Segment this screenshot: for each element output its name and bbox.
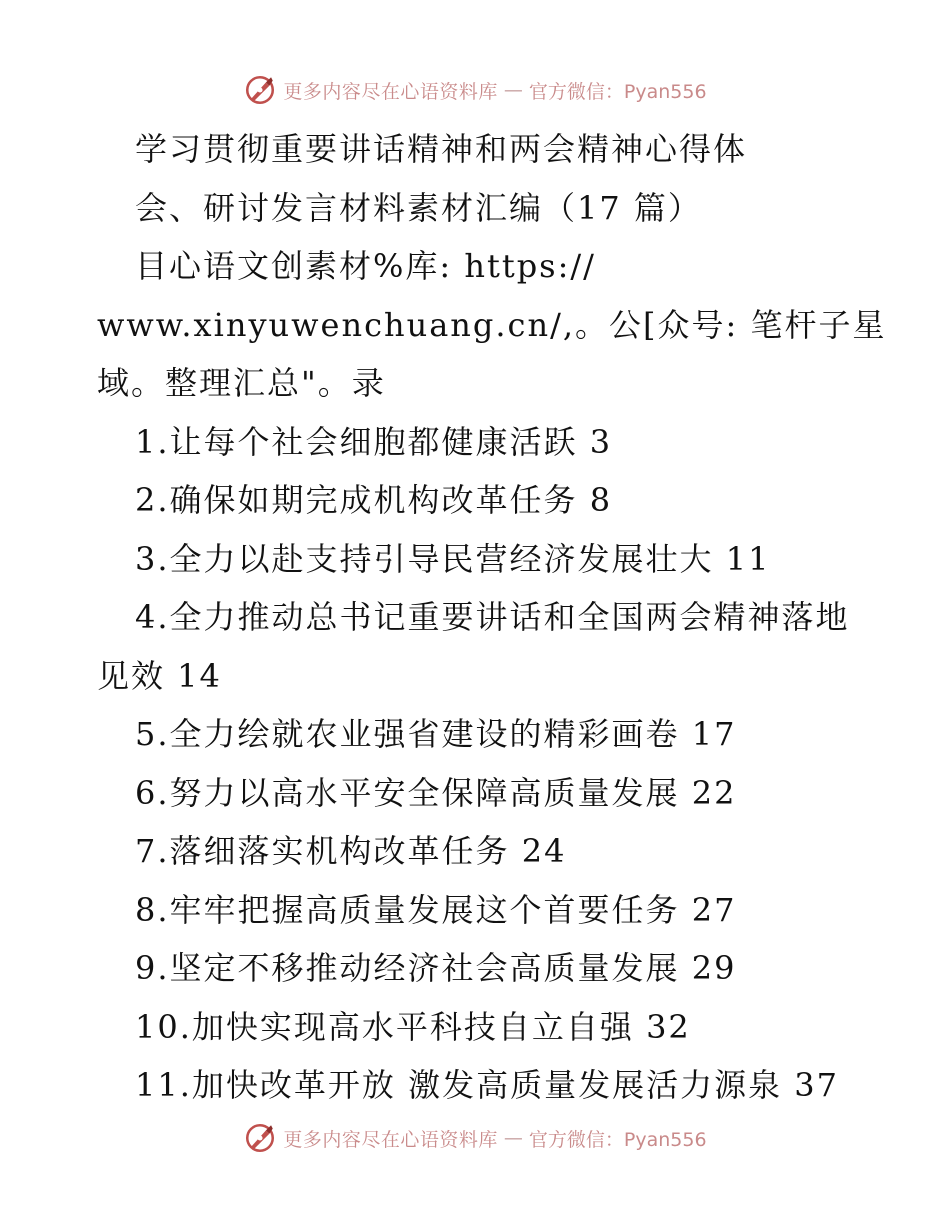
toc-item-11[interactable]: 11.加快改革开放 激发高质量发展活力源泉 37 bbox=[135, 1066, 839, 1104]
source-line-3: 域。整理汇总"。录 bbox=[97, 364, 386, 402]
pen-nib-logo-icon bbox=[243, 1121, 277, 1155]
document-title-line-1: 学习贯彻重要讲话精神和两会精神心得体 bbox=[135, 130, 748, 168]
watermark-contact: 官方微信：Pyan556 bbox=[528, 80, 707, 103]
toc-item-3[interactable]: 3.全力以赴支持引导民营经济发展壮大 11 bbox=[135, 539, 771, 578]
toc-item-7[interactable]: 7.落细落实机构改革任务 24 bbox=[135, 832, 567, 870]
document-title-line-2: 会、研讨发言材料素材汇编（17 篇） bbox=[135, 188, 702, 227]
toc-item-4-continuation[interactable]: 见效 14 bbox=[97, 656, 222, 695]
source-line-1: 目心语文创素材%库: https:// bbox=[135, 247, 596, 285]
watermark-text: 更多内容尽在心语资料库 bbox=[283, 80, 498, 103]
toc-item-5[interactable]: 5.全力绘就农业强省建设的精彩画卷 17 bbox=[135, 715, 737, 753]
document-body bbox=[97, 120, 887, 1115]
toc-item-8[interactable]: 8.牢牢把握高质量发展这个首要任务 27 bbox=[135, 890, 737, 929]
watermark-contact: 官方微信：Pyan556 bbox=[528, 1128, 707, 1151]
source-line-2: www.xinyuwenchuang.cn/,。公[众号: 笔杆子星 bbox=[97, 305, 887, 344]
watermark-text: 更多内容尽在心语资料库 bbox=[283, 1128, 498, 1151]
watermark-separator: — bbox=[503, 1127, 523, 1149]
pen-nib-logo-icon bbox=[243, 73, 277, 107]
footer-watermark bbox=[0, 1118, 950, 1158]
header-watermark bbox=[0, 70, 950, 110]
toc-item-4[interactable]: 4.全力推动总书记重要讲话和全国两会精神落地 bbox=[135, 598, 850, 636]
watermark-separator: — bbox=[503, 79, 523, 101]
toc-item-9[interactable]: 9.坚定不移推动经济社会高质量发展 29 bbox=[135, 949, 737, 987]
toc-item-1[interactable]: 1.让每个社会细胞都健康活跃 3 bbox=[135, 422, 613, 461]
toc-item-6[interactable]: 6.努力以高水平安全保障高质量发展 22 bbox=[135, 773, 737, 812]
toc-item-2[interactable]: 2.确保如期完成机构改革任务 8 bbox=[135, 481, 613, 519]
toc-item-10[interactable]: 10.加快实现高水平科技自立自强 32 bbox=[135, 1007, 691, 1046]
